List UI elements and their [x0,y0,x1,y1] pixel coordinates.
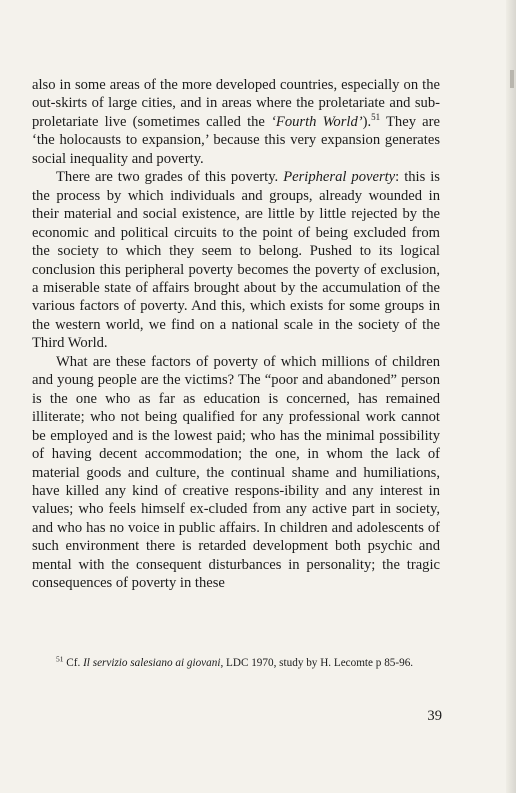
footnote-number: 51 [56,654,64,664]
footnote-text-2: , LDC 1970, study by H. Lecomte p 85-96. [220,657,414,669]
footnote-51 [32,655,440,671]
p1-text-2: ). [362,113,372,130]
scan-mark [510,70,514,88]
page-number: 39 [427,708,442,724]
p2-italic-peripheral-poverty: Peripheral poverty [283,169,396,186]
paragraph-3 [32,353,440,593]
footnote-text-1: Cf. [63,657,84,669]
scan-edge [506,0,516,793]
footnote-reference: 51 [371,112,381,123]
footnote-italic-title: Il servizio salesiano ai giovani [83,657,221,669]
p3-text-1: What are these factors of poverty of which millions of children and young people are the victims? The “poor and abandoned” person is the one who as far as education is concerned, has remained illiterate; who not being qualified for any professional work cannot be employed and is the lowest paid; who has the minimal possibility of having decent accommodation; the one, in whom the lack of material goods and culture, the continual shame and humiliations, have killed any kind of creative respons-ibility and any interest in values; who feels himself ex-cluded from any active part in society, and who has no voice in public affairs. In children and adolescents of such environment there is retarded development both psychic and mental with the consequent disturbances in personality; the tragic consequences of poverty in these [32,353,440,592]
footnote [32,655,440,671]
p2-text-2: : this is the process by which individuals and groups, already wounded in their material and social existence, are little by little rejected by the economic and political circuits to the point of being excluded from the society to which they seem to belong. Pushed to its logical conclusion this peripheral poverty becomes the poverty of exclusion, a miserable state of affairs brought about by the accumulation of the various factors of poverty. And this, which exists for some groups in the western world, we find on a national scale in the society of the Third World. [32,169,440,352]
paragraph-2 [32,168,440,353]
p1-text-1: also in some areas of the more developed countries, especially on the out-skirts of large cities, and in areas where the proletariate and sub-proletariate live (sometimes called the [32,77,440,130]
paragraph-1 [32,76,440,168]
p2-text-1: There are two grades of this poverty. [56,169,284,186]
body-text [32,76,440,593]
p1-italic-fourth-world: ‘Fourth World’ [271,113,363,130]
p1-text-3: They are ‘the holocausts to expansion,’ because this very expansion generates social inequality and poverty. [32,113,440,167]
